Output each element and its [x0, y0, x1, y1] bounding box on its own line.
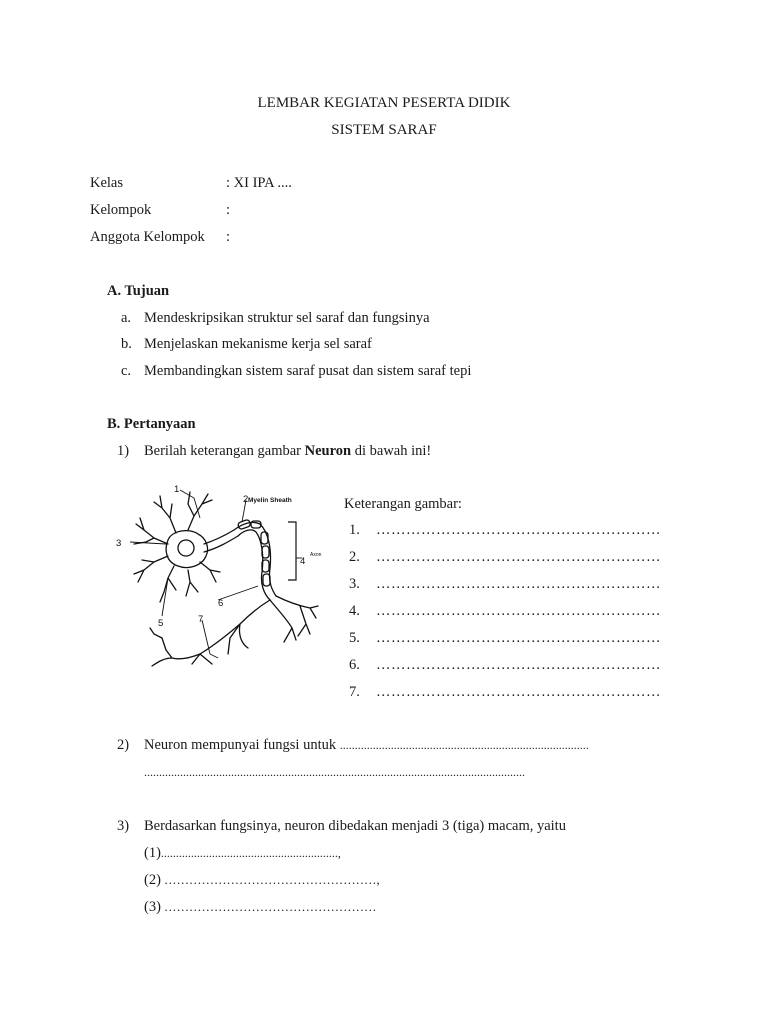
answer-7-number: 7.: [349, 684, 360, 700]
answer-3-number: 3.: [349, 576, 360, 592]
tujuan-item-c: Membandingkan sistem saraf pusat dan sistem saraf tepi: [144, 363, 472, 379]
neuron-keyword: Neuron: [304, 443, 352, 459]
document-title: LEMBAR KEGIATAN PESERTA DIDIK: [257, 95, 511, 111]
document-subtitle: SISTEM SARAF: [331, 122, 437, 138]
answer-key-heading: Keterangan gambar:: [344, 496, 462, 512]
kelompok-value: :: [226, 202, 231, 218]
type-1-answer: (1)...........................................................,: [144, 845, 341, 861]
answer-5-line: …………………………………………………: [376, 630, 661, 646]
diagram-label-6: 6: [218, 598, 224, 609]
question-2-text: Neuron mempunyai fungsi untuk ...................................................................................: [144, 737, 589, 753]
kelompok-label: Kelompok: [90, 202, 152, 218]
answer-1-line: …………………………………………………: [376, 522, 661, 538]
diagram-label-7: 7: [198, 614, 204, 625]
section-a-heading: A. Tujuan: [107, 283, 170, 299]
kelas-value: : XI IPA ....: [226, 175, 292, 191]
answer-4-number: 4.: [349, 603, 360, 619]
question-1-number: 1): [117, 443, 130, 459]
question-2-dots: ...................................................................................: [339, 738, 589, 752]
answer-6-line: …………………………………………………: [376, 657, 661, 673]
answer-2-number: 2.: [349, 549, 360, 565]
myelin-sheath-label: Myelin Sheath: [248, 497, 292, 504]
anggota-label: Anggota Kelompok: [90, 229, 205, 245]
answer-6-number: 6.: [349, 657, 360, 673]
axon-label: Axon: [310, 552, 322, 558]
answer-1-number: 1.: [349, 522, 360, 538]
tujuan-item-a: Mendeskripsikan struktur sel saraf dan fungsinya: [144, 310, 430, 326]
anggota-value: :: [226, 229, 231, 245]
nucleus: [178, 540, 194, 556]
question-2-number: 2): [117, 737, 130, 753]
diagram-label-1: 1: [174, 484, 180, 495]
diagram-label-2: 2: [243, 494, 249, 505]
question-1-text: Berilah keterangan gambar Neuron di bawah ini!: [144, 443, 432, 459]
tujuan-marker-b: b.: [121, 336, 132, 352]
question-3-text: Berdasarkan fungsinya, neuron dibedakan menjadi 3 (tiga) macam, yaitu: [144, 818, 566, 834]
diagram-label-5: 5: [158, 618, 164, 629]
diagram-label-4: 4: [300, 556, 306, 567]
neuron-diagram: [110, 478, 340, 678]
answer-2-line: …………………………………………………: [376, 549, 661, 565]
answer-5-number: 5.: [349, 630, 360, 646]
type-3-answer: (3) ……………………………………………: [144, 899, 377, 915]
tujuan-marker-a: a.: [121, 310, 132, 326]
diagram-label-3: 3: [116, 538, 122, 549]
tujuan-item-b: Menjelaskan mekanisme kerja sel saraf: [144, 336, 372, 352]
soma-outline: [166, 531, 207, 568]
answer-7-line: …………………………………………………: [376, 684, 661, 700]
question-3-number: 3): [117, 818, 130, 834]
question-2-dots-line2: ...............................................................................................................................: [144, 765, 525, 779]
type-2-answer: (2) ……………………………………………,: [144, 872, 380, 888]
tujuan-marker-c: c.: [121, 363, 132, 379]
answer-4-line: …………………………………………………: [376, 603, 661, 619]
section-b-heading: B. Pertanyaan: [107, 416, 196, 432]
answer-3-line: …………………………………………………: [376, 576, 661, 592]
kelas-label: Kelas: [90, 175, 124, 191]
